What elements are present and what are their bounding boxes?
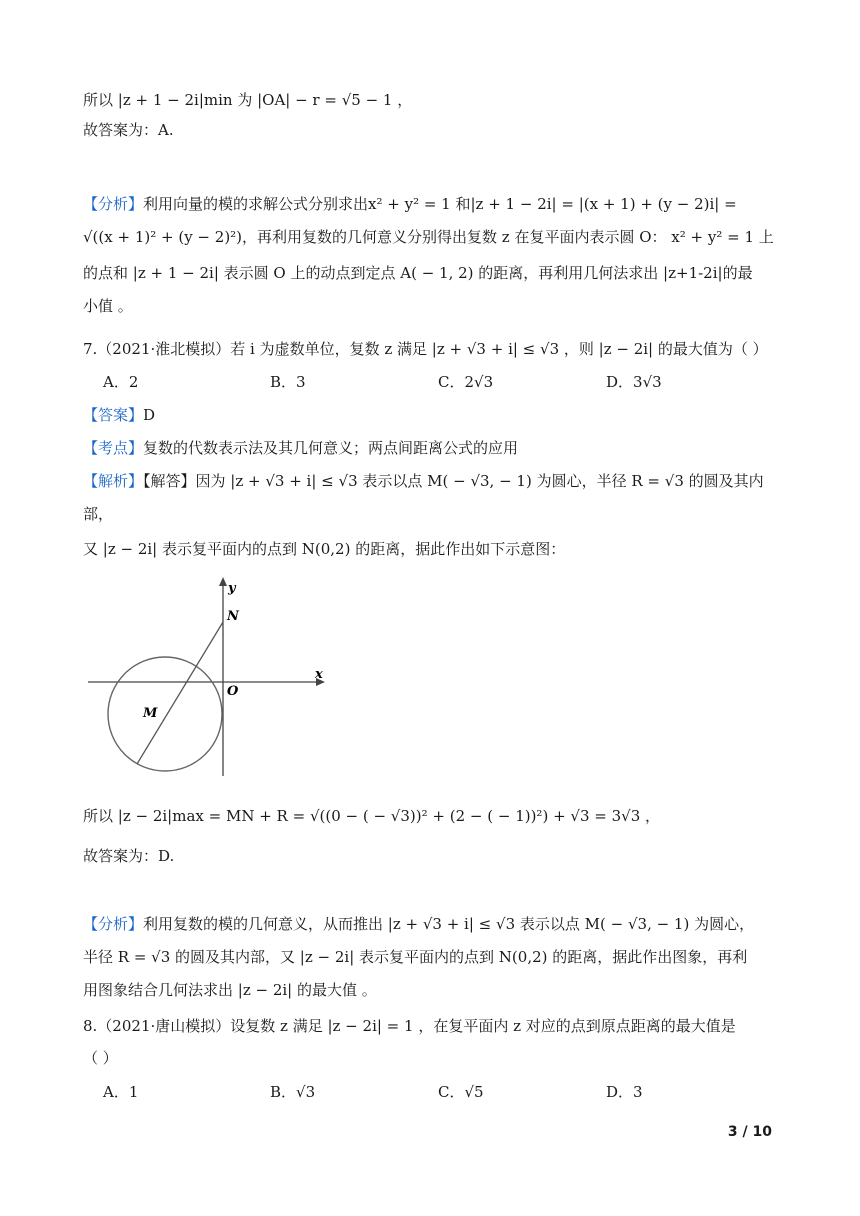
analysis-tag: 【分析】 (83, 195, 144, 213)
analysis6-line2: √((x + 1)² + (y − 2)²)，再利用复数的几何意义分别得出复数 z 在复平面内表示圆 O： x² + y² = 1 上 (83, 228, 774, 246)
q7-option-c: C．2√3 (438, 373, 494, 391)
q7-answer-d: 故答案为：D. (83, 847, 175, 865)
answer-tag: 【答案】 (83, 406, 144, 424)
q8-option-d: D．3 (606, 1083, 643, 1101)
keypoint-tag: 【考点】 (83, 439, 144, 457)
q8-stem-bracket: （ ） (83, 1049, 118, 1067)
line-min-result: 所以 |z + 1 − 2i|min 为 |OA| − r = √5 − 1 ， (83, 91, 413, 109)
analysis-text: 利用向量的模的求解公式分别求出x² + y² = 1 和|z + 1 − 2i| = |(x + 1) + (y − 2)i| = (143, 195, 737, 213)
q7-stem: 7.（2021·淮北模拟）若 i 为虚数单位，复数 z 满足 |z + √3 + i| ≤ √3 ，则 |z − 2i| 的最大值为（ ） (83, 340, 768, 358)
q8-option-a: A．1 (103, 1083, 139, 1101)
analysis6-line3: 的点和 |z + 1 − 2i| 表示圆 O 上的动点到定点 A( − 1, 2) 的距离，再利用几何法求出 |z+1-2i|的最 (83, 264, 753, 282)
point-n-label: N (227, 609, 239, 624)
q7-analysis-line3: 用图象结合几何法求出 |z − 2i| 的最大值 。 (83, 981, 377, 999)
q7-analysis-line2: 半径 R = √3 的圆及其内部，又 |z − 2i| 表示复平面内的点到 N(0,2) 的距离，据此作出图象，再利 (83, 948, 748, 966)
circle-diagram (83, 574, 333, 784)
q7-solution-line2: 部， (83, 505, 114, 523)
page-number: 3 / 10 (727, 1124, 772, 1140)
solution-tag: 【解析】 (83, 472, 144, 490)
q8-option-b: B．√3 (270, 1083, 316, 1101)
analysis-tag: 【分析】 (83, 915, 144, 933)
line-answer-a: 故答案为：A. (83, 121, 174, 139)
q7-option-d: D．3√3 (606, 373, 662, 391)
point-m-label: M (143, 706, 158, 721)
q7-analysis-line1 (83, 913, 754, 935)
keypoint-text: 复数的代数表示法及其几何意义；两点间距离公式的应用 (143, 439, 519, 457)
analysis6-line1 (83, 193, 737, 215)
q7-solution-line1 (83, 470, 764, 492)
q7-result-line: 所以 |z − 2i|max = MN + R = √((0 − ( − √3))² + (2 − ( − 1))²) + √3 = 3√3 ， (83, 807, 661, 825)
x-axis-label: x (315, 667, 323, 682)
q8-option-c: C．√5 (438, 1083, 484, 1101)
q7-option-a: A．2 (103, 373, 139, 391)
answer-value: D (143, 406, 156, 424)
q7-option-b: B．3 (270, 373, 306, 391)
q7-keypoint (83, 437, 518, 459)
analysis-text: 利用复数的模的几何意义，从而推出 |z + √3 + i| ≤ √3 表示以点 M( − √3, − 1) 为圆心， (143, 915, 755, 933)
solution-text: 【解答】因为 |z + √3 + i| ≤ √3 表示以点 M( − √3, − 1) 为圆心，半径 R = √3 的圆及其内 (143, 472, 764, 490)
q7-answer (83, 404, 155, 426)
q8-stem: 8.（2021·唐山模拟）设复数 z 满足 |z − 2i| = 1 ，在复平面内 z 对应的点到原点距离的最大值是 (83, 1017, 736, 1035)
y-axis-label: y (228, 581, 236, 596)
point-o-label: O (227, 684, 239, 699)
q7-solution-line3: 又 |z − 2i| 表示复平面内的点到 N(0,2) 的距离，据此作出如下示意图： (83, 540, 566, 558)
analysis6-line4: 小值 。 (83, 297, 133, 315)
